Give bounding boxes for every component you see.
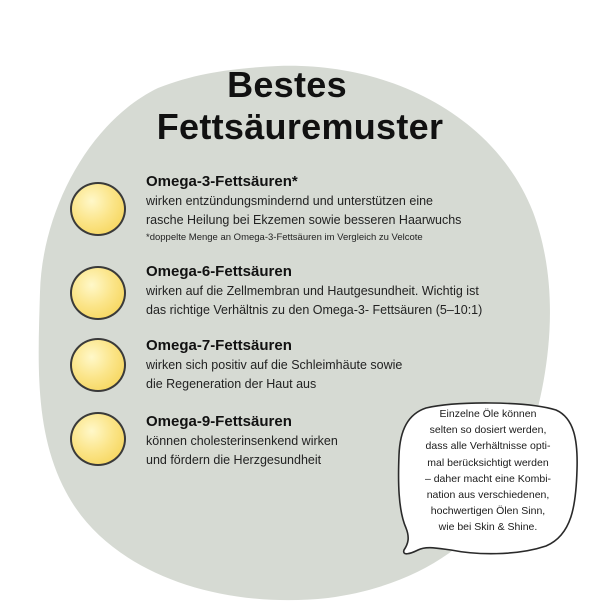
item-heading: Omega-6-Fettsäuren xyxy=(146,263,292,280)
yellow-circle-icon xyxy=(70,266,126,320)
speech-bubble-text xyxy=(404,406,572,536)
page-title xyxy=(0,64,600,148)
item-heading: Omega-3-Fettsäuren* xyxy=(146,173,298,190)
title-line-1: Bestes xyxy=(227,64,347,105)
bubble-line: selten so dosiert werden, xyxy=(429,424,547,437)
bubble-line: Einzelne Öle können xyxy=(439,408,537,420)
item-text-line: wirken auf die Zellmembran und Hautgesundheit. Wichtig ist xyxy=(146,284,479,298)
item-text-line: wirken sich positiv auf die Schleimhäute sowie xyxy=(146,358,403,372)
item-footnote: *doppelte Menge an Omega-3-Fettsäuren im Vergleich zu Velcote xyxy=(146,232,423,243)
item-text-line: die Regeneration der Haut aus xyxy=(146,377,317,391)
bubble-line: wie bei Skin & Shine. xyxy=(438,521,538,534)
yellow-circle-icon xyxy=(70,338,126,392)
bubble-line: nation aus verschiedenen, xyxy=(426,489,550,502)
item-heading: Omega-9-Fettsäuren xyxy=(146,413,292,430)
item-text-line: können cholesterinsenkend wirken xyxy=(146,434,338,448)
bubble-line: mal berücksichtigt werden xyxy=(427,456,549,469)
bubble-line: – daher macht eine Kombi- xyxy=(424,472,552,485)
item-text-line: rasche Heilung bei Ekzemen sowie besseren Haarwuchs xyxy=(146,213,462,227)
bubble-line: hochwertigen Ölen Sinn, xyxy=(430,505,546,518)
title-line-2: Fettsäuremuster xyxy=(156,106,444,147)
item-text-line: und fördern die Herzgesundheit xyxy=(146,453,322,467)
bubble-line: dass alle Verhältnisse opti- xyxy=(425,440,551,453)
item-text-line: wirken entzündungsmindernd und unterstützen eine xyxy=(146,194,433,208)
yellow-circle-icon xyxy=(70,182,126,236)
item-heading: Omega-7-Fettsäuren xyxy=(146,337,292,354)
item-text-line: das richtige Verhältnis zu den Omega-3- Fettsäuren (5–10:1) xyxy=(146,303,483,317)
yellow-circle-icon xyxy=(70,412,126,466)
